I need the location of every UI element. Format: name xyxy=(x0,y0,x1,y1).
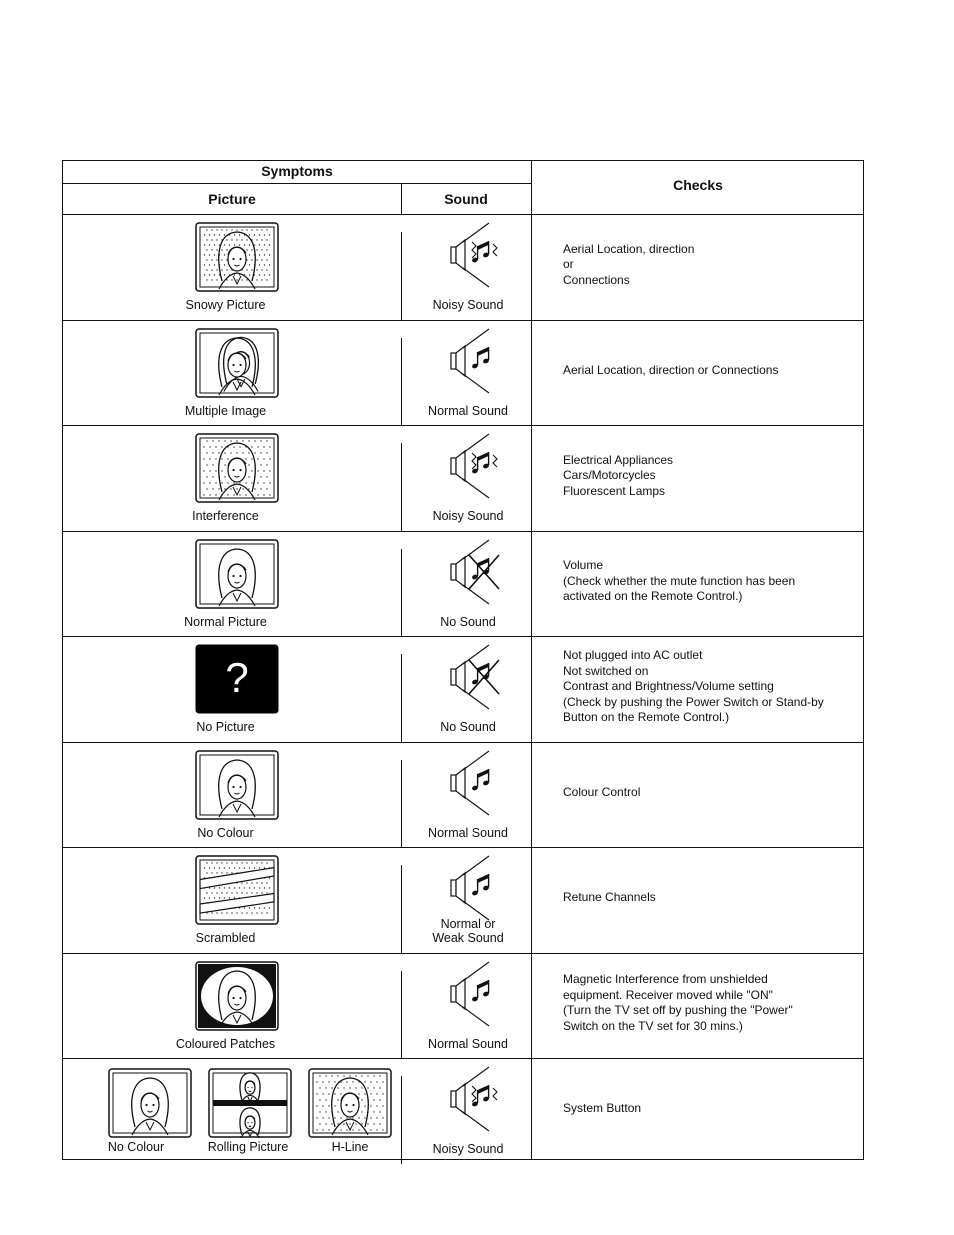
tv-normal-icon xyxy=(195,539,279,609)
picture-caption: Snowy Picture xyxy=(185,298,266,312)
speaker-normal-icon xyxy=(445,959,507,1029)
row-divider xyxy=(63,425,863,426)
picture-caption: Normal Picture xyxy=(184,614,267,629)
sound-caption: No Sound xyxy=(440,614,496,629)
picture-caption: Scrambled xyxy=(195,931,256,945)
check-line: Colour Control xyxy=(563,784,641,799)
checks-cell xyxy=(563,363,863,379)
picture-caption: H-Line xyxy=(331,1140,369,1154)
check-line: Connections xyxy=(563,272,630,287)
tv-snow-icon xyxy=(195,222,279,292)
checks-cell xyxy=(563,785,863,801)
header-sound: Sound xyxy=(444,191,488,207)
picture-caption: No Colour xyxy=(197,825,254,840)
header-symptoms: Symptoms xyxy=(261,163,333,179)
check-line: Retune Channels xyxy=(563,890,656,904)
tv-multi-icon xyxy=(195,328,279,398)
picture-caption: Coloured Patches xyxy=(175,1036,276,1051)
picture-caption: Rolling Picture xyxy=(207,1140,289,1154)
row-divider xyxy=(63,531,863,532)
picture-caption: Multiple Image xyxy=(184,403,267,418)
check-line: (Turn the TV set off by pushing the "Power" xyxy=(563,1003,793,1018)
col-line-sound xyxy=(401,183,402,215)
check-line: Electrical Appliances xyxy=(563,452,674,467)
speaker-normal-icon xyxy=(445,853,507,923)
checks-cell xyxy=(563,648,863,726)
check-line: Aerial Location, direction xyxy=(563,241,695,256)
check-line: Not plugged into AC outlet xyxy=(563,648,703,662)
row-divider xyxy=(63,320,863,321)
check-line: (Check whether the mute function has been xyxy=(563,573,796,588)
header-checks: Checks xyxy=(673,177,723,193)
check-line: equipment. Receiver moved while "ON" xyxy=(563,987,773,1002)
checks-cell xyxy=(563,558,863,605)
tv-normal-icon xyxy=(108,1068,192,1138)
check-line: Aerial Location, direction or Connections xyxy=(563,362,779,377)
sound-caption: Normal Sound xyxy=(428,1036,508,1051)
row-divider xyxy=(63,953,863,954)
sound-caption: Normal or xyxy=(440,917,496,931)
check-line: Not switched on xyxy=(563,663,649,678)
check-line: Switch on the TV set for 30 mins.) xyxy=(563,1018,743,1033)
check-line: activated on the Remote Control.) xyxy=(563,589,743,603)
speaker-noisy-icon xyxy=(445,431,507,501)
check-line: Button on the Remote Control.) xyxy=(563,710,730,724)
header-picture: Picture xyxy=(208,191,256,207)
speaker-noisy-icon xyxy=(445,220,507,290)
checks-cell xyxy=(563,242,863,289)
sound-caption: Weak Sound xyxy=(432,931,504,945)
speaker-mute-icon xyxy=(445,642,507,712)
row-divider xyxy=(63,1058,863,1059)
speaker-normal-icon xyxy=(445,326,507,396)
tv-normal-icon xyxy=(195,750,279,820)
row-divider xyxy=(63,847,863,848)
row-divider xyxy=(63,636,863,637)
check-line: Contrast and Brightness/Volume setting xyxy=(563,679,774,693)
checks-cell xyxy=(563,890,863,906)
check-line: System Button xyxy=(563,1101,642,1115)
troubleshooting-table xyxy=(62,160,864,1160)
header-bottom-line xyxy=(63,214,863,215)
speaker-noisy-icon xyxy=(445,1064,507,1134)
sound-caption: No Sound xyxy=(440,720,496,734)
picture-caption: No Colour xyxy=(107,1140,165,1154)
sound-caption: Normal Sound xyxy=(428,825,508,840)
check-line: Cars/Motorcycles xyxy=(563,468,656,482)
checks-cell xyxy=(563,972,863,1034)
sound-caption: Noisy Sound xyxy=(432,1142,504,1156)
sound-caption: Noisy Sound xyxy=(432,509,504,523)
tv-patches-icon xyxy=(195,961,279,1031)
checks-cell xyxy=(563,453,863,500)
check-line: Volume xyxy=(563,558,604,572)
check-line: (Check by pushing the Power Switch or Stand-by xyxy=(563,694,824,709)
tv-scramble-icon xyxy=(195,855,279,925)
row-divider xyxy=(63,742,863,743)
speaker-normal-icon xyxy=(445,748,507,818)
picture-caption: No Picture xyxy=(196,720,255,734)
checks-cell xyxy=(563,1101,863,1117)
tv-rolling-icon xyxy=(208,1068,292,1138)
sound-caption: Normal Sound xyxy=(428,403,508,418)
sound-caption: Noisy Sound xyxy=(432,298,504,312)
tv-dots-icon xyxy=(195,433,279,503)
check-line: or xyxy=(563,257,574,271)
header-divider xyxy=(63,183,531,184)
check-line: Fluorescent Lamps xyxy=(563,483,666,498)
picture-caption: Interference xyxy=(192,509,259,523)
speaker-mute-icon xyxy=(445,537,507,607)
tv-hline-icon xyxy=(308,1068,392,1138)
no-picture-question-icon: ? xyxy=(225,654,249,701)
check-line: Magnetic Interference from unshielded xyxy=(563,972,768,987)
